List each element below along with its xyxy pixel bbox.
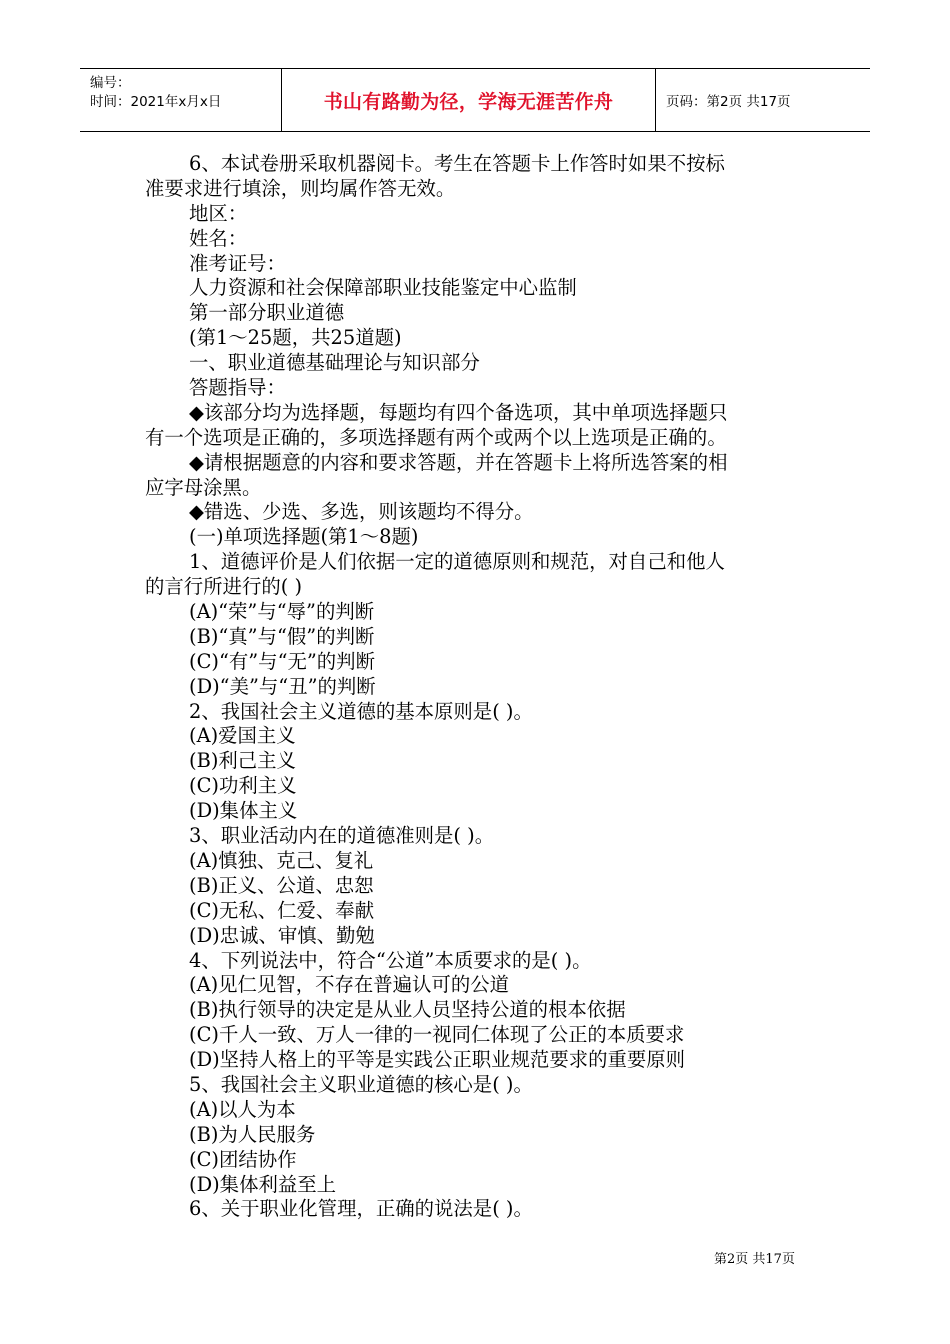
text-line: (第1～25题，共25道题) bbox=[189, 326, 402, 350]
text-line: 6、关于职业化管理，正确的说法是( )。 bbox=[189, 1197, 533, 1221]
document-body bbox=[145, 152, 815, 1222]
text-line: (A)“荣”与“辱”的判断 bbox=[189, 600, 375, 624]
header-page-info: 页码：第2页 共17页 bbox=[666, 94, 791, 110]
text-line: (A)爱国主义 bbox=[189, 724, 296, 748]
text-line: 1、道德评价是人们依据一定的道德原则和规范，对自己和他人 bbox=[189, 550, 725, 574]
text-line: (B)为人民服务 bbox=[189, 1122, 316, 1146]
text-line: 准要求进行填涂，则均属作答无效。 bbox=[145, 176, 456, 200]
text-line: (B)利己主义 bbox=[189, 749, 296, 773]
text-line: (B)执行领导的决定是从业人员坚持公道的根本依据 bbox=[189, 998, 626, 1022]
text-line: 第一部分职业道德 bbox=[189, 301, 345, 325]
text-line: 答题指导： bbox=[189, 376, 286, 400]
text-line: ◆请根据题意的内容和要求答题，并在答题卡上将所选答案的相 bbox=[189, 450, 728, 474]
page-footer: 第2页 共17页 bbox=[714, 1252, 795, 1267]
text-line: (B)“真”与“假”的判断 bbox=[189, 624, 375, 648]
text-line: (A)见仁见智，不存在普遍认可的公道 bbox=[189, 973, 509, 997]
text-line: (D)集体利益至上 bbox=[189, 1172, 337, 1196]
text-line: 人力资源和社会保障部职业技能鉴定中心监制 bbox=[189, 276, 577, 300]
text-line: ◆该部分均为选择题，每题均有四个备选项，其中单项选择题只 bbox=[189, 400, 728, 424]
text-line: 的言行所进行的( ) bbox=[145, 575, 303, 599]
text-line: (A)以人为本 bbox=[189, 1097, 296, 1121]
text-line: 应字母涂黑。 bbox=[145, 475, 262, 499]
text-line: (D)“美”与“丑”的判断 bbox=[189, 674, 376, 698]
text-line: 一、职业道德基础理论与知识部分 bbox=[189, 351, 480, 375]
text-line: 6、本试卷册采取机器阅卡。考生在答题卡上作答时如果不按标 bbox=[189, 152, 725, 175]
text-line: 4、下列说法中，符合“公道”本质要求的是( )。 bbox=[189, 948, 592, 972]
text-line: 姓名： bbox=[189, 226, 248, 250]
text-line: (B)正义、公道、忠恕 bbox=[189, 873, 374, 897]
text-line: ◆错选、少选、多选，则该题均不得分。 bbox=[189, 500, 534, 524]
text-line: (D)坚持人格上的平等是实践公正职业规范要求的重要原则 bbox=[189, 1048, 686, 1072]
text-line: (C)团结协作 bbox=[189, 1147, 297, 1171]
document-number-label: 编号： bbox=[90, 75, 131, 91]
text-line: (A)慎独、克己、复礼 bbox=[189, 848, 374, 872]
document-time-label: 时间：2021年x月x日 bbox=[90, 94, 222, 110]
text-line: (一)单项选择题(第1～8题) bbox=[189, 525, 419, 549]
header-meta-cell bbox=[80, 69, 282, 131]
text-line: 地区： bbox=[189, 201, 248, 225]
page-header bbox=[80, 68, 870, 132]
text-line: 有一个选项是正确的，多项选择题有两个或两个以上选项是正确的。 bbox=[145, 425, 727, 449]
header-motto: 书山有路勤为径，学海无涯苦作舟 bbox=[282, 69, 656, 131]
text-line: 准考证号： bbox=[189, 251, 286, 275]
text-line: (C)无私、仁爱、奉献 bbox=[189, 898, 375, 922]
text-line: (D)集体主义 bbox=[189, 799, 298, 823]
text-line: (C)功利主义 bbox=[189, 774, 297, 798]
text-line: (D)忠诚、审慎、勤勉 bbox=[189, 923, 375, 947]
text-line: 3、职业活动内在的道德准则是( )。 bbox=[189, 824, 495, 848]
text-line: (C)千人一致、万人一律的一视同仁体现了公正的本质要求 bbox=[189, 1023, 685, 1047]
text-line: 5、我国社会主义职业道德的核心是( )。 bbox=[189, 1072, 533, 1096]
text-line: 2、我国社会主义道德的基本原则是( )。 bbox=[189, 699, 533, 723]
text-line: (C)“有”与“无”的判断 bbox=[189, 649, 375, 673]
